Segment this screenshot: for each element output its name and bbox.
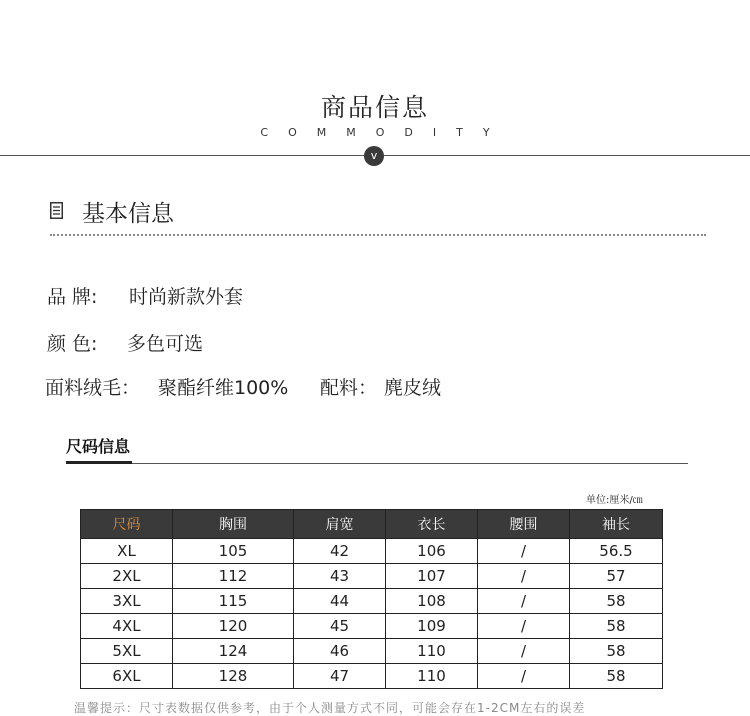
- table-cell: 42: [294, 539, 386, 564]
- table-cell: /: [478, 589, 570, 614]
- table-cell: /: [478, 539, 570, 564]
- fabric-label: 面料绒毛：: [45, 377, 141, 399]
- unit-label: 单位:厘米/㎝: [586, 495, 643, 506]
- col-header-chest: 胸围: [173, 510, 294, 539]
- table-header-row: [81, 510, 663, 539]
- table-cell: 58: [570, 664, 663, 689]
- table-cell: 45: [294, 614, 386, 639]
- table-cell: 107: [386, 564, 478, 589]
- table-row: [81, 564, 663, 589]
- table-row: [81, 589, 663, 614]
- table-cell: 109: [386, 614, 478, 639]
- col-header-sleeve: 袖长: [570, 510, 663, 539]
- table-cell: 56.5: [570, 539, 663, 564]
- col-header-length: 衣长: [386, 510, 478, 539]
- table-cell: 58: [570, 614, 663, 639]
- table-cell: /: [478, 664, 570, 689]
- table-cell: 112: [173, 564, 294, 589]
- table-cell: 43: [294, 564, 386, 589]
- table-cell: 44: [294, 589, 386, 614]
- table-cell: 3XL: [81, 589, 173, 614]
- brand-value: 时尚新款外套: [129, 286, 244, 308]
- table-cell: /: [478, 614, 570, 639]
- size-table: [80, 509, 663, 689]
- table-cell: 120: [173, 614, 294, 639]
- col-header-waist: 腰围: [478, 510, 570, 539]
- table-cell: 57: [570, 564, 663, 589]
- brand-label: 品 牌:: [47, 286, 98, 308]
- table-cell: XL: [81, 539, 173, 564]
- table-row: [81, 614, 663, 639]
- table-cell: /: [478, 564, 570, 589]
- table-cell: 105: [173, 539, 294, 564]
- table-row: [81, 539, 663, 564]
- table-cell: 2XL: [81, 564, 173, 589]
- table-cell: 58: [570, 589, 663, 614]
- page-subtitle: COMMODITY: [260, 126, 510, 139]
- color-value: 多色可选: [127, 333, 204, 355]
- table-cell: 4XL: [81, 614, 173, 639]
- fabric-value: 聚酯纤维100%: [158, 377, 289, 399]
- table-cell: 128: [173, 664, 294, 689]
- size-title-underline: [66, 461, 132, 464]
- table-row: [81, 639, 663, 664]
- accessory-label: 配料：: [320, 377, 378, 399]
- table-row: [81, 664, 663, 689]
- dotted-divider: [50, 234, 706, 236]
- size-divider: [66, 463, 688, 464]
- table-cell: 46: [294, 639, 386, 664]
- chevron-down-icon: v: [364, 146, 384, 166]
- document-list-icon: [50, 202, 63, 219]
- table-cell: 47: [294, 664, 386, 689]
- page-title: 商品信息: [320, 93, 429, 122]
- table-cell: 106: [386, 539, 478, 564]
- table-cell: /: [478, 639, 570, 664]
- table-cell: 110: [386, 664, 478, 689]
- table-cell: 58: [570, 639, 663, 664]
- table-cell: 6XL: [81, 664, 173, 689]
- table-cell: 110: [386, 639, 478, 664]
- section-title-basic: 基本信息: [82, 201, 174, 227]
- table-cell: 108: [386, 589, 478, 614]
- accessory-value: 麂皮绒: [384, 377, 442, 399]
- table-cell: 115: [173, 589, 294, 614]
- col-header-shoulder: 肩宽: [294, 510, 386, 539]
- table-cell: 5XL: [81, 639, 173, 664]
- color-label: 颜 色:: [47, 333, 98, 355]
- col-header-size: 尺码: [81, 510, 173, 539]
- table-cell: 124: [173, 639, 294, 664]
- size-disclaimer: 温馨提示：尺寸表数据仅供参考，由于个人测量方式不同，可能会存在1-2CM左右的误差: [74, 701, 586, 715]
- section-title-size: 尺码信息: [66, 437, 131, 456]
